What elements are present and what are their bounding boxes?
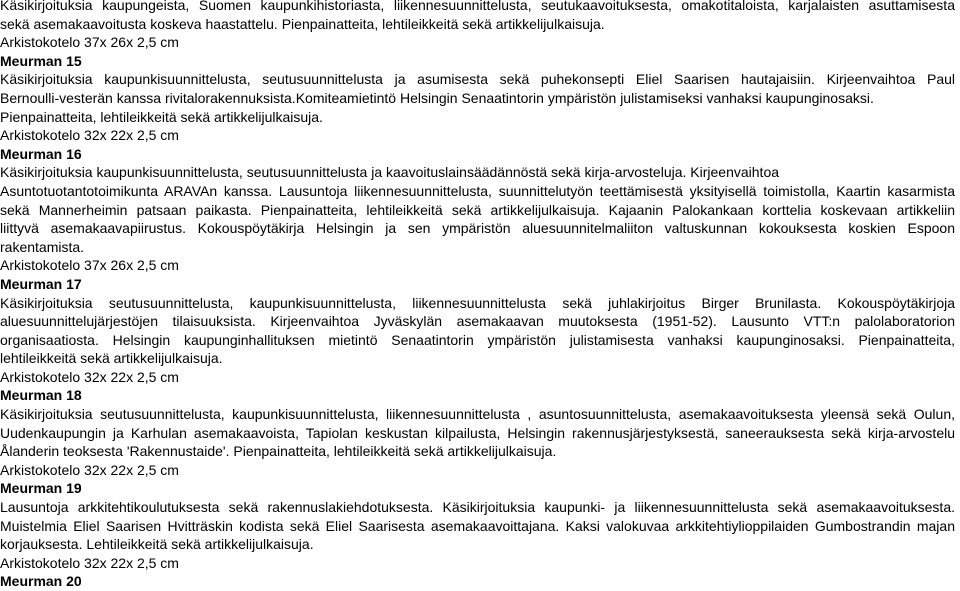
box-heading: Meurman 17 <box>0 275 82 292</box>
text-line: Ålanderin teoksesta 'Rakennustaide'. Pienpainatteita, lehtileikkeitä sekä artikkelijulkaisuja. <box>0 443 557 460</box>
text-line: Käsikirjoituksia kaupunkisuunnittelusta, seutusuunnittelusta ja kaavoituslainsäädännöstä sekä kirja-arvosteluja. Kirjeenvaihtoa <box>0 164 780 181</box>
text-line: Uudenkaupungin ja Karhulan asemakaavoista, Tapiolan keskustan kilpailusta, Helsingin rakennusjärjestyksestä, saneerauksesta sekä kirja-arvostelu <box>0 424 955 441</box>
text-line: Bernoulli-vesterän kanssa rivitalorakennuksista.Komiteamietintö Helsingin Senaatintorin ympäristön julistamiseksi vanhaksi kaupunginosaksi. <box>0 89 874 106</box>
text-line: korjauksesta. Lehtileikkeitä sekä artikkelijulkaisuja. <box>0 536 314 553</box>
box-dimensions-line: Arkistokotelo 37x 26x 2,5 cm <box>0 257 179 274</box>
box-heading: Meurman 15 <box>0 52 82 69</box>
box-heading: Meurman 19 <box>0 480 82 497</box>
text-line: Käsikirjoituksia seutusuunnittelusta, kaupunkisuunnittelusta, liikennesuunnittelusta sekä juhlakirjoitus Birger Brunilasta. Kokouspöytäkirjoja <box>0 294 955 311</box>
text-line: Asuntotuotantotoimikunta ARAVAn kanssa. Lausuntoja liikennesuunnittelusta, suunnittelutyön teettämisestä yksityisellä toimistolla, Kaartin kasarmista <box>0 182 955 199</box>
text-line: Muistelmia Eliel Saarisen Hvitträskin kodista sekä Eliel Saarisesta asemakaavoittajana. Kaksi valokuvaa arkkitehtiylioppilaiden Gumbostrandin majan <box>0 517 955 534</box>
text-line: Käsikirjoituksia seutusuunnittelusta, kaupunkisuunnittelusta, liikennesuunnittelusta , asuntosuunnittelusta, asemakaavoituksesta yleensä sekä Oulun, <box>0 406 955 423</box>
box-dimensions-line: Arkistokotelo 32x 22x 2,5 cm <box>0 554 179 571</box>
box-dimensions-line: Arkistokotelo 32x 22x 2,5 cm <box>0 461 179 478</box>
text-line: rakentamista. <box>0 238 85 255</box>
text-line: sekä asemakaavoitusta koskeva haastattelu. Pienpainatteita, lehtileikkeitä sekä artikkelijulkaisuja. <box>0 15 605 32</box>
text-line: Käsikirjoituksia kaupungeista, Suomen kaupunkihistoriasta, liikennesuunnittelusta, seutukaavoituksesta, omakotitaloista, karjalaisten asuttamisesta <box>0 0 955 13</box>
text-line: organisaatiosta. Helsingin kaupunginhallituksen mietintö Senaatintorin ympäristön julistamisesta vanhaksi kaupunginosaksi. Pienpainatteita, <box>0 331 955 348</box>
box-dimensions-line: Arkistokotelo 32x 22x 2,5 cm <box>0 127 179 144</box>
text-line: Pienpainatteita, lehtileikkeitä sekä artikkelijulkaisuja. <box>0 108 323 125</box>
box-heading: Meurman 20 <box>0 573 82 590</box>
text-line: Käsikirjoituksia kaupunkisuunnittelusta, seutusuunnittelusta ja asumisesta sekä puhekonsepti Eliel Saarisen hautajaisiin. Kirjeenvaihtoa Paul <box>0 71 955 88</box>
text-line: Lausuntoja arkkitehtikoulutuksesta sekä rakennuslakiehdotuksesta. Käsikirjoituksia kaupunki- ja liikennesuunnittelusta sekä asemakaavoituksesta. <box>0 499 955 516</box>
text-line: lehtileikkeitä sekä artikkelijulkaisuja. <box>0 350 223 367</box>
box-heading: Meurman 16 <box>0 145 82 162</box>
text-line: sekä Mannerheimin patsaan paikasta. Pienpainatteita, lehtileikkeitä sekä artikkelijulkaisuja. Kajaanin Palokankaan korttelia koskevaan artikkeliin <box>0 201 955 218</box>
box-dimensions-line: Arkistokotelo 37x 26x 2,5 cm <box>0 34 179 51</box>
text-line: aluesuunnittelujärjestöjen tilaisuuksista. Kirjeenvaihtoa Jyväskylän asemakaavan muutoksesta (1951-52). Lausunto VTT:n palolaboratorion <box>0 313 955 330</box>
text-line: liittyvä asemakaavapiirustus. Kokouspöytäkirja Helsingin ja sen ympäristön aluesuunnitelmaliiton valtuskunnan kokouksesta koskien Espoon <box>0 220 955 237</box>
box-heading: Meurman 18 <box>0 387 82 404</box>
box-dimensions-line: Arkistokotelo 32x 22x 2,5 cm <box>0 368 179 385</box>
